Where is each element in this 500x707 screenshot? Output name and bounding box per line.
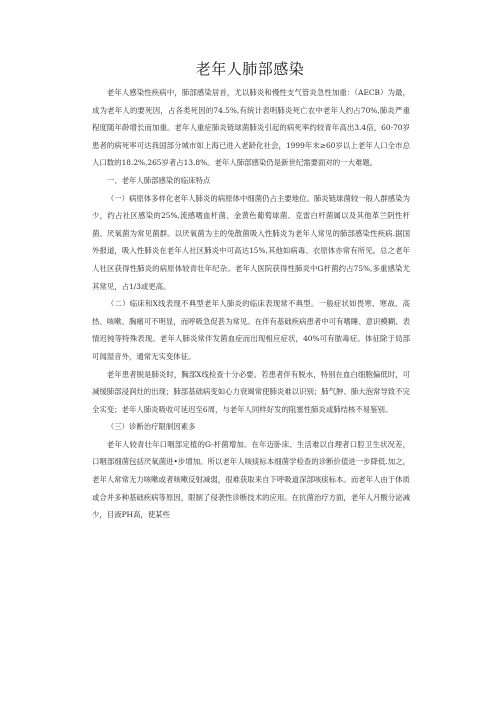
- paragraph-pathogens: （一）病原体多样化老年人肺炎的病原体中细菌仍占主要地位。肺炎链球菌较一般人群感染为少，约占社区感染的25%,流感嗜血杆菌、金黄色葡萄球菌、克雷白杆菌属以及其他革兰阴性杆菌、厌氧菌为常见菌群。以厌氧菌为主的兔散菌吸入性肺炎为老年人常见的肺部感染性疾病.据国外报道，吸入性肺炎在老年人社区肺炎中可高达15%,其他如病毒、衣原体亦常有所见。总之老年人社区获得性肺炎的病原体较青壮年纪杂。老年人医院获得性肺炎中G杆菌约占75%,多重感染尤其常见，占1/3或更高。: [92, 193, 410, 291]
- paragraph-intro: 老年人感染性疾病中，肺部感染居首，尤以肺炎和慢性支气管炎急性加重：（AECB）为最，成为老年人的要死因，占各类死因的74.5%,有统计表明肺炎死亡农中老年人约占70%,肺炎严重程度随年龄增长而加重。老年人重症肺炎链球菌肺炎引起的病死率约较青年高出3.4倍，60-70岁患者的病死率可达我国部分城市如上海已进入老龄化社会，1999年末≥60岁以上老年人口全市总人口数的18.2%,265岁者占13.8%。老年人肺部感染仍是新世纪需要面对的一大难题。: [92, 88, 410, 168]
- paragraph-limits: 老年人较青壮年口咽部定植的G-杆菌增加。在年迈卧床、生活难以自理者口腔卫生状况差，口咽部细菌包括厌氧菌进•步增加。所以老年人咳痰标本细菌学检查的诊断价值进一步降低.加之，老年人常常无力咳嗽或者咳嗽反射减弱，很难获取来自下呼吸道深部咳痰标本。而老年人由于体质或合并多种基础疾病等原因，限制了侵袭性诊断技术的应用。在抗菌治疗方面，老年人月酸分泌减少，目液PH高，使某些: [92, 439, 410, 520]
- document-body: [92, 84, 410, 524]
- paragraph-atypical: （二）临床和X线表现不典型老年人肺炎的临床表现常不典型。一般症状如畏寒、寒战、高热、咳嗽、胸痛可不明显，而呼吸急促甚为常见。在伴有基础疾病患者中可有嗜睡、意识模糊、表情迟钝等特殊表现。老年人肺炎常伴发菌血症而出现相应症状，40%可有脓毒症。体征除于局部可闻湿音外，通常无实变体征。: [92, 299, 410, 361]
- paragraph-xray: 老年患者脱是肺炎时，胸部X线检查十分必要。若患者伴有脱水，特别在血白细胞偏低时，可减缓肺部浸润灶的出现；肺部基础病变如心力衰竭常使肺炎难以识别；肺气肿、肺大泡常导致不完全实变；老年人肺炎吸收可延迟至6周，与老年人同样好发的阻塞性肺炎或肺结核不易鉴别。: [92, 369, 410, 414]
- section-heading-clinical: 一、老年人肺部感染的临床特点: [106, 175, 211, 185]
- section-heading-limits: （三）诊断治疗限制因素多: [106, 422, 196, 432]
- document-title: 老年人肺部感染: [195, 60, 305, 78]
